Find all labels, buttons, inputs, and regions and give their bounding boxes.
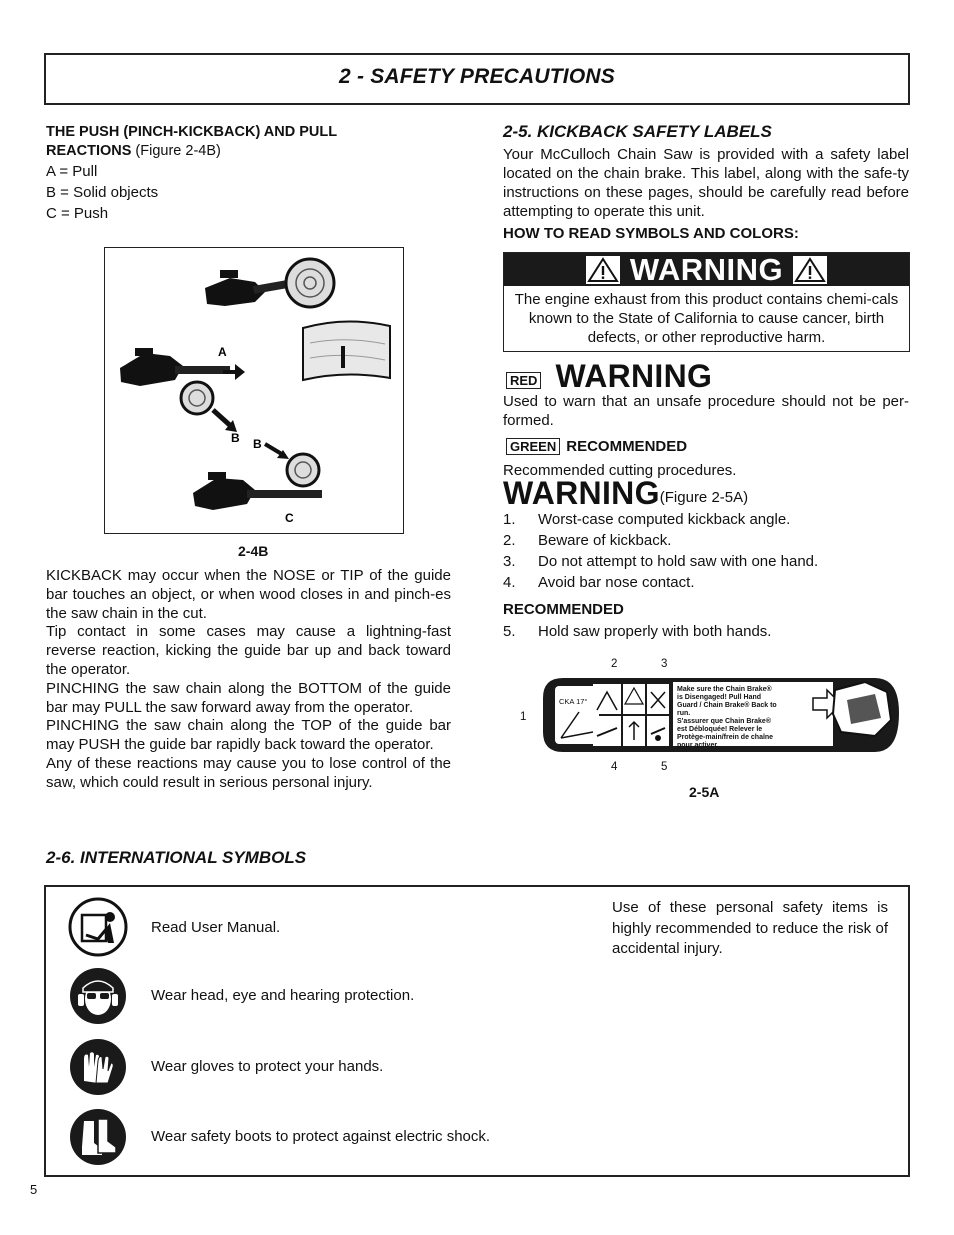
figure-2-4b (104, 247, 404, 534)
symbol-row (68, 1107, 128, 1167)
legend-pull: A = Pull (46, 163, 98, 180)
push-title-line-2: REACTIONS (46, 143, 132, 159)
legend-solid: B = Solid objects (46, 184, 159, 201)
label-line: Make sure the Chain Brake® (677, 686, 772, 693)
middle-chainsaw-icon (120, 348, 230, 386)
cka-label: CKA 17° (559, 697, 588, 706)
green-tag: GREEN (506, 438, 560, 455)
labels-intro-text: Your McCulloch Chain Saw is provided with a safety label located on the chain brake. This label, along with the safe-ty instructions on these pages, should be carefully read before attempting to operate this unit. (503, 146, 909, 220)
symbol-row (68, 966, 128, 1026)
label-line: pour activer. (677, 742, 719, 749)
top-chainsaw-icon (205, 270, 296, 306)
symbol-text-boots: Wear safety boots to protect against electric shock. (151, 1128, 491, 1145)
kickback-illustration (105, 248, 402, 532)
page-number: 5 (30, 1182, 38, 1197)
figure-caption-2-5a: 2-5A (689, 784, 720, 800)
list-item: 3. Do not attempt to hold saw with one hand. (503, 553, 819, 570)
recommended-heading: RECOMMENDED (503, 601, 624, 618)
red-tag: RED (506, 372, 541, 389)
legend-push: C = Push (46, 205, 109, 222)
safety-label-graphic (535, 670, 901, 756)
symbol-row (68, 1037, 128, 1097)
gloves-icon (68, 1037, 128, 1097)
recommended-list (503, 621, 909, 642)
figure-caption-2-4b: 2-4B (238, 543, 269, 559)
labels-section-title: 2-5. KICKBACK SAFETY LABELS (503, 122, 772, 141)
label-line: S'assurer que Chain Brake® (677, 718, 771, 725)
bottom-log-icon (287, 454, 319, 486)
chainsaw-icon (833, 682, 891, 736)
label-b2: B (253, 437, 262, 451)
green-recommended-text: Recommended cutting procedures. (503, 462, 737, 479)
warning-bar (504, 253, 909, 286)
warning-triangle-icon (793, 256, 827, 284)
green-recommended-row (506, 437, 687, 456)
label-c: C (285, 511, 294, 525)
symbol-text-manual: Read User Manual. (151, 919, 281, 936)
symbol-text-gloves: Wear gloves to protect your hands. (151, 1058, 384, 1075)
red-warning-row (506, 359, 712, 393)
fig-number-4: 4 (611, 761, 618, 773)
symbol-row (68, 897, 128, 957)
push-title-line-1: THE PUSH (PINCH-KICKBACK) AND PULL (46, 124, 338, 140)
fig-number-1: 1 (520, 711, 527, 723)
symbols-note: Use of these personal safety items is highly recommended to reduce the risk of accidental injury. (612, 899, 888, 957)
warning-word: WARNING (629, 252, 784, 287)
label-line: run. (677, 710, 691, 717)
red-warning-text: Used to warn that an unsafe procedure should not be per-formed. (503, 393, 909, 429)
warning-box (503, 252, 910, 352)
top-log-icon (286, 259, 334, 307)
push-pull-heading (46, 123, 456, 161)
warning-list (503, 509, 909, 593)
warning-figure-heading (503, 475, 748, 511)
fig-number-3: 3 (661, 658, 668, 670)
middle-log-icon (181, 382, 213, 414)
kickback-paragraph: KICKBACK may occur when the NOSE or TIP of the guide bar touches an object, or when wood closes in and pinch-es the saw chain in the cut. (46, 567, 451, 622)
safety-label-figure (535, 670, 901, 756)
pinch-bottom-paragraph: PINCHING the saw chain along the BOTTOM of the guide bar may PULL the saw forward away from the operator. (46, 679, 451, 716)
label-line: Guard / Chain Brake® Back to (677, 702, 777, 709)
push-title-ref: (Figure 2-4B) (131, 143, 221, 159)
boots-icon (68, 1107, 128, 1167)
list-item: 2. Beware of kickback. (503, 532, 672, 549)
tip-contact-paragraph: Tip contact in some cases may cause a lightning-fast reverse reaction, kicking the guide bar up and back toward the operator. (46, 623, 451, 678)
label-line: Protège-main/frein de chaîne (677, 734, 774, 741)
list-item: 1. Worst-case computed kickback angle. (503, 511, 791, 528)
red-warning-word: WARNING (555, 358, 713, 394)
fig-number-2: 2 (611, 658, 618, 670)
symbol-text-head: Wear head, eye and hearing protection. (151, 987, 415, 1004)
green-recommended-word: RECOMMENDED (566, 438, 688, 455)
symbols-box (44, 885, 910, 1177)
how-to-read-heading: HOW TO READ SYMBOLS AND COLORS: (503, 225, 799, 242)
wood-block-icon (303, 321, 390, 380)
head-protection-icon (68, 966, 128, 1026)
reactions-paragraph: Any of these reactions may cause you to lose control of the saw, which could result in serious personal injury. (46, 754, 451, 791)
pinch-top-paragraph: PINCHING the saw chain along the TOP of the guide bar may PUSH the guide bar rapidly back toward the operator. (46, 717, 451, 754)
warning-body: The engine exhaust from this product contains chemi-cals known to the State of California to cause cancer, birth defects, or other reproductive harm. (514, 291, 899, 346)
section-header (44, 53, 910, 105)
label-line: is Disengaged! Pull Hand (677, 694, 762, 701)
fig-number-5: 5 (661, 761, 668, 773)
symbols-section-title: 2-6. INTERNATIONAL SYMBOLS (46, 848, 307, 867)
label-a: A (218, 345, 227, 359)
list-item: 4. Avoid bar nose contact. (503, 574, 695, 591)
warning-figure-word: WARNING (503, 475, 660, 511)
kickback-paragraphs (46, 567, 451, 793)
label-line: est Débloquée! Relever le (677, 726, 763, 733)
manual-icon (68, 897, 128, 957)
label-b1: B (231, 431, 240, 445)
warning-triangle-icon (586, 256, 620, 284)
warning-figure-ref: (Figure 2-5A) (659, 489, 749, 506)
list-item: 5. Hold saw properly with both hands. (503, 623, 772, 640)
page-title: 2 - SAFETY PRECAUTIONS (339, 65, 615, 88)
